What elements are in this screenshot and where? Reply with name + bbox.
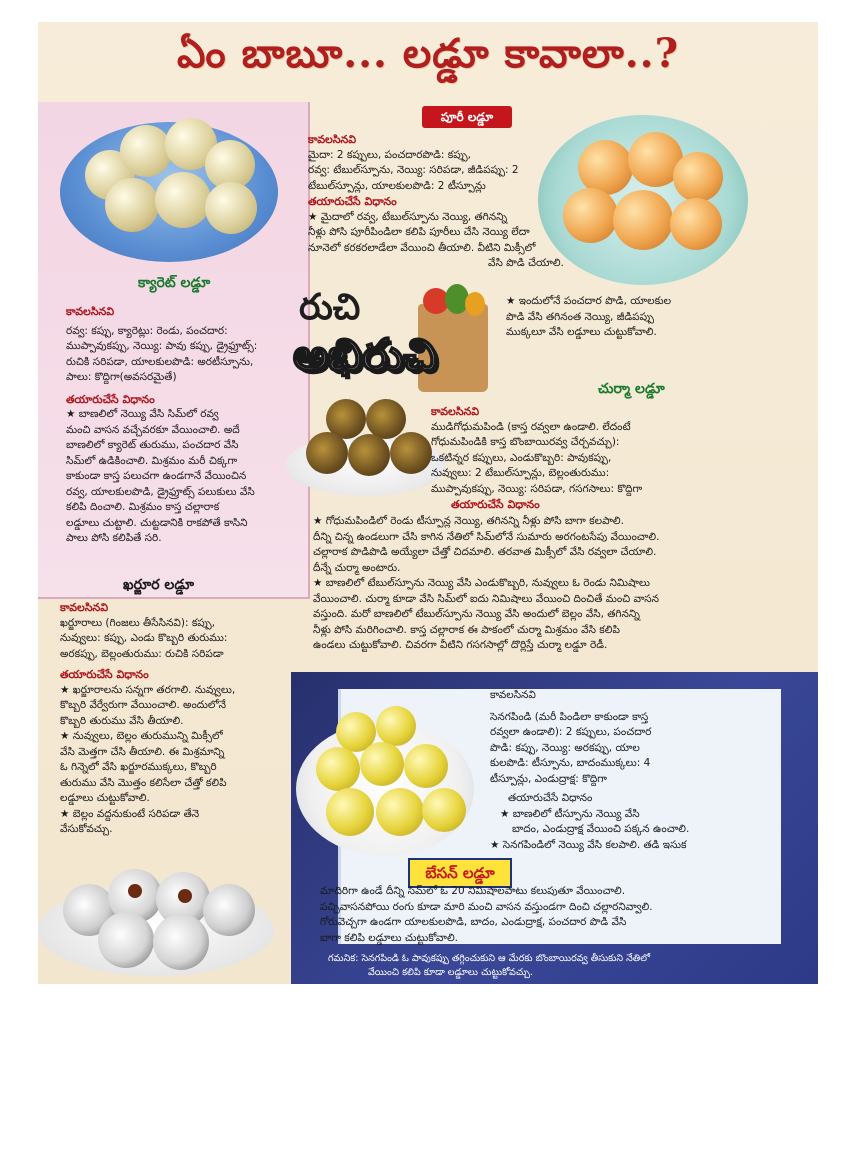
carrot-ingredient-line: ముప్పావుకప్పు, నెయ్యి: పావు కప్పు, డ్రైఫ్రూట్స్: — [66, 340, 258, 352]
churma-method-heading: తయారుచేసే విధానం — [451, 498, 540, 511]
besan-ladoo-photo — [296, 692, 476, 862]
page-title: ఏం బాబూ... లడ్డూ కావాలా..? — [176, 30, 680, 77]
churma-method-line: చల్లారాక పొడిపొడి అయ్యేలా చేత్తో చిదమాలి. తరవాత మిక్సీలో వేసి రవ్వలా చేయాలి. — [313, 546, 657, 558]
besan-ingredients-heading: కావలసినవి — [490, 689, 536, 701]
carrot-ladoo-name: క్యారెట్ లడ్డూ — [138, 275, 211, 291]
besan-method-heading: తయారుచేసే విధానం — [508, 792, 593, 804]
besan-method-line: పచ్చివాసనపోయి రంగు కూడా మారి మంచి వాసన వస్తుండగా దించి చల్లారనివ్వాలి. — [320, 900, 653, 913]
churma-method-line: దీన్నే చుర్మా అంటారు. — [313, 561, 401, 574]
churma-method-line: వేయించాలి. చుర్మా కూడా వేసి సిమ్‌లో ఐదు నిమిషాలు వేయించి దించితే మంచి వాసన — [313, 592, 659, 605]
carrot-method-line: ★ బాణలిలో నెయ్యి వేసి సిమ్‌లో రవ్వ — [66, 408, 219, 420]
besan-method-line: ★ బాణలిలో టీస్పూను నెయ్యి వేసి — [500, 807, 640, 820]
ruchi-abhiruchi-logo — [293, 284, 503, 404]
churma-ladoo-photo — [286, 394, 446, 504]
churma-ladoo-method — [313, 514, 813, 654]
puri-ladoo-photo — [538, 110, 748, 285]
kharjura-ingredient-line: అరకప్పు, బెల్లంతురుము: రుచికి సరిపడా — [60, 647, 224, 660]
carrot-method-line: సిమ్‌లో ఉడికించాలి. మిశ్రమం మరీ చిక్కగా — [66, 454, 238, 467]
kharjura-method-line: వేసి మెత్తగా చేసి తీయాలి. ఈ మిశ్రమాన్ని — [60, 745, 225, 758]
kharjura-ingredients-heading: కావలసినవి — [60, 601, 109, 614]
carrot-method-line: రవ్వ, యాలకులపొడి, డ్రైఫ్రూట్స్ పలుకులు వేసి — [66, 485, 255, 498]
churma-ingredient-line: గోధుమపిండికి కాస్త బొంబాయిరవ్వ చేర్చవచ్చు): — [431, 436, 620, 448]
kharjura-method-line: కొబ్బరి వేర్వేరుగా వేయించాలి. అందులోనే — [60, 699, 226, 711]
puri-method-heading: తయారుచేసే విధానం — [308, 195, 397, 208]
besan-ladoo-ingredients — [490, 688, 760, 853]
kharjura-method-line: ★ నువ్వులు, బెల్లం తురుమున్ని మిక్సీలో — [60, 730, 223, 742]
churma-method-line: ★ గోధుమపిండిలో రెండు టీస్పూన్ల నెయ్యి, తగినన్ని నీళ్లు పోసి బాగా కలపాలి. — [313, 515, 624, 527]
carrot-method-line: లడ్డూలు చుట్టాలి. చుట్టడానికి రాకపోతే కాసిని — [66, 516, 248, 529]
besan-ingredient-line: సెనగపిండి (మరీ పిండిలా కాకుండా కాస్త — [490, 710, 649, 723]
carrot-ingredient-line: రవ్వ: కప్పు, క్యారెట్లు: రెండు, పంచదార: — [66, 324, 228, 337]
kharjura-method-heading: తయారుచేసే విధానం — [60, 668, 149, 681]
kharjura-method-line: వేసుకోవచ్చు. — [60, 823, 113, 835]
kharjura-ingredient-line: ఖర్జూరాలు (గింజలు తీసేసినవి): కప్పు, — [60, 616, 216, 629]
carrot-ladoo-photo — [60, 110, 280, 270]
besan-ingredient-line: టీస్పూన్లు, ఎండుద్రాక్ష: కొద్దిగా — [490, 772, 607, 785]
churma-method-line: దీన్ని చిన్న ఉండలుగా చేసి కాగిన నేతిలో సిమ్‌లోనే సుమారు అరగంటసేపు వేయించాలి. — [313, 530, 660, 543]
puri-method-line: ★ ఇందులోనే పంచదార పొడి, యాలకుల — [506, 295, 672, 307]
besan-ingredient-line: పొడి: కప్పు, నెయ్యి: అరకప్పు, యాల — [490, 741, 640, 754]
carrot-ladoo-recipe — [66, 304, 301, 547]
besan-method-line: గోరువెచ్చగా ఉండగా యాలకులపొడి, బాదం, ఎండుద్రాక్ష, పంచదార పొడి వేసి — [320, 916, 627, 928]
kharjura-ingredient-line: నువ్వులు: కప్పు, ఎండు కొబ్బరి తురుము: — [60, 632, 228, 644]
besan-note — [328, 952, 808, 980]
puri-ingredient-line: మైదా: 2 కప్పులు, పంచదారపొడి: కప్పు, — [308, 148, 471, 161]
carrot-ingredients-heading: కావలసినవి — [66, 305, 115, 318]
carrot-ingredient-line: పాలు: కొద్దిగా(అవసరమైతే) — [66, 371, 177, 383]
puri-method-line: పొడి వేసి తగినంత నెయ్యి, జీడిపప్పు — [506, 310, 655, 323]
besan-ingredient-line: రవ్వలా ఉండాలి): 2 కప్పులు, పంచదార — [490, 726, 652, 738]
carrot-method-line: కలిపి దించాలి. మిశ్రమం కాస్త చల్లారాక — [66, 501, 220, 513]
carrot-method-line: బాణలిలో క్యారెట్ తురుము, పంచదార వేసి — [66, 439, 239, 451]
kharjura-method-line: ★ ఖర్జూరాలను సన్నగా తరగాలి. నువ్వులు, — [60, 683, 236, 696]
besan-method-line: మాదిరిగా ఉండే దీన్ని సిమ్‌లో ఓ 20 నిమిషాలపాటు కలుపుతూ వేయించాలి. — [320, 885, 626, 897]
churma-ingredient-line: ముడిగోధుమపిండి (కాస్త రవ్వలా ఉండాలి. లేదంటే — [431, 420, 631, 433]
kharjura-ladoo-name: ఖర్జూర లడ్డూ — [123, 577, 195, 593]
puri-method-line: నీళ్లు పోసి పూరీపిండిలా కలిపి పూరీలు చేసి నెయ్యి లేదా — [308, 226, 530, 238]
puri-ingredient-line: టేబుల్‌స్పూన్లు, యాలకులపొడి: 2 టీస్పూన్లు — [308, 179, 486, 192]
churma-ingredient-line: ఒకటిన్నర కప్పులు, ఎండుకొబ్బరి: పావుకప్పు, — [431, 451, 612, 464]
carrot-method-heading: తయారుచేసే విధానం — [66, 392, 155, 406]
puri-method-line: నూనెలో కరకరలాడేలా వేయించి తీయాలి. వీటిని మిక్సీలో — [308, 241, 536, 254]
carrot-ingredient-line: రుచికి సరిపడా, యాలకులపొడి: అరటీస్పూను, — [66, 355, 254, 368]
churma-method-line: నీళ్లు పోసి మరిగించాలి. కాస్త చల్లారాక ఈ పాకంలో చుర్మా మిశ్రమం వేసి కలిపి — [313, 623, 620, 636]
puri-ladoo-recipe-cont — [506, 294, 736, 341]
churma-ladoo-ingredients — [431, 404, 811, 513]
puri-ingredients-heading: కావలసినవి — [308, 133, 357, 146]
magazine-page — [38, 22, 818, 984]
logo-text-abhiruchi: అభిరుచి — [293, 330, 438, 381]
kharjura-ladoo-recipe — [60, 600, 300, 838]
carrot-method-line: కాకుండా కాస్త పలుచగా ఉండగానే వేయించిన — [66, 470, 247, 482]
kharjura-method-line: కొబ్బరి తురుము వేసి తీయాలి. — [60, 714, 184, 727]
puri-method-line: ముక్కలూ వేసి లడ్డూలు చుట్టుకోవాలి. — [506, 326, 657, 338]
kharjura-method-line: తురుము వేసి మొత్తం కలిసేలా చేత్తో కలిపి — [60, 776, 227, 789]
churma-ingredient-line: నువ్వులు: 2 టేబుల్‌స్పూన్లు, బెల్లంతురుము: — [431, 467, 610, 479]
besan-method-line: బాదం, ఎండుద్రాక్ష వేయించి పక్కన ఉంచాలి. — [512, 823, 690, 835]
churma-method-line: వస్తుంది. మరో బాణలిలో టేబుల్‌స్పూను నెయ్యి వేసి అందులో బెల్లం వేసి, తగినన్ని — [313, 608, 640, 620]
besan-note-line: గమనిక: సెనగపిండి ఓ పావుకప్పు తగ్గించుకుని ఆ మేరకు బొంబాయిరవ్వ తీసుకుని నేతిలో — [328, 953, 650, 964]
besan-note-line: వేయించి కలిపి కూడా లడ్డూలు చుట్టుకోవచ్చు. — [368, 967, 533, 978]
puri-method-line: వేసి పొడి చేయాలి. — [488, 257, 564, 269]
besan-method-line: బాగా కలిపి లడ్డూలు చుట్టుకోవాలి. — [320, 931, 458, 944]
besan-ladoo-method — [320, 884, 780, 946]
puri-ladoo-recipe — [308, 132, 568, 272]
churma-ingredient-line: ముప్పావుకప్పు, నెయ్యి: సరిపడా, గసగసాలు: కొద్దిగా — [431, 482, 643, 495]
besan-ladoo-name: బేసన్ లడ్డూ — [408, 858, 512, 888]
carrot-method-line: పాలు పోసి కలిపితే సరి. — [66, 532, 162, 544]
logo-text-ruchi: రుచి — [299, 286, 361, 328]
churma-method-line: ★ బాణలిలో టేబుల్‌స్పూను నెయ్యి వేసి ఎండుకొబ్బరి, నువ్వులు ఓ రెండు నిమిషాలు — [313, 577, 650, 589]
puri-ladoo-name: పూరీ లడ్డూ — [422, 106, 512, 128]
pumpkin-icon — [465, 292, 485, 316]
churma-ingredients-heading: కావలసినవి — [431, 405, 480, 418]
churma-ladoo-name: చుర్మా లడ్డూ — [598, 381, 665, 397]
kharjura-ladoo-photo — [38, 864, 278, 982]
kharjura-method-line: లడ్డూలు చుట్టుకోవాలి. — [60, 792, 150, 804]
carrot-method-line: మంచి వాసన వచ్చేవరకూ వేయించాలి. అదే — [66, 423, 240, 436]
churma-method-line: ఉండలు చుట్టుకోవాలి. చివరగా వీటిని గసగసాల్లో దొర్లిస్తే చుర్మా లడ్డూ రెడీ. — [313, 639, 608, 651]
kharjura-method-line: ★ బెల్లం వద్దనుకుంటే సరిపడా తేనె — [60, 807, 200, 820]
besan-method-line: ★ సెనగపిండిలో నెయ్యి వేసి కలపాలి. తడి ఇసుక — [490, 838, 687, 851]
besan-ingredient-line: కులపొడి: టీస్పూను, బాదంముక్కలు: 4 — [490, 757, 651, 769]
puri-method-line: ★ మైదాలో రవ్వ, టేబుల్‌స్పూను నెయ్యి, తగినన్ని — [308, 210, 508, 223]
puri-ingredient-line: రవ్వ: టేబుల్‌స్పూను, నెయ్యి: సరిపడా, జీడిపప్పు: 2 — [308, 164, 519, 176]
kharjura-method-line: ఓ గిన్నెలో వేసి ఖర్జూరముక్కలు, కొబ్బరి — [60, 761, 217, 773]
